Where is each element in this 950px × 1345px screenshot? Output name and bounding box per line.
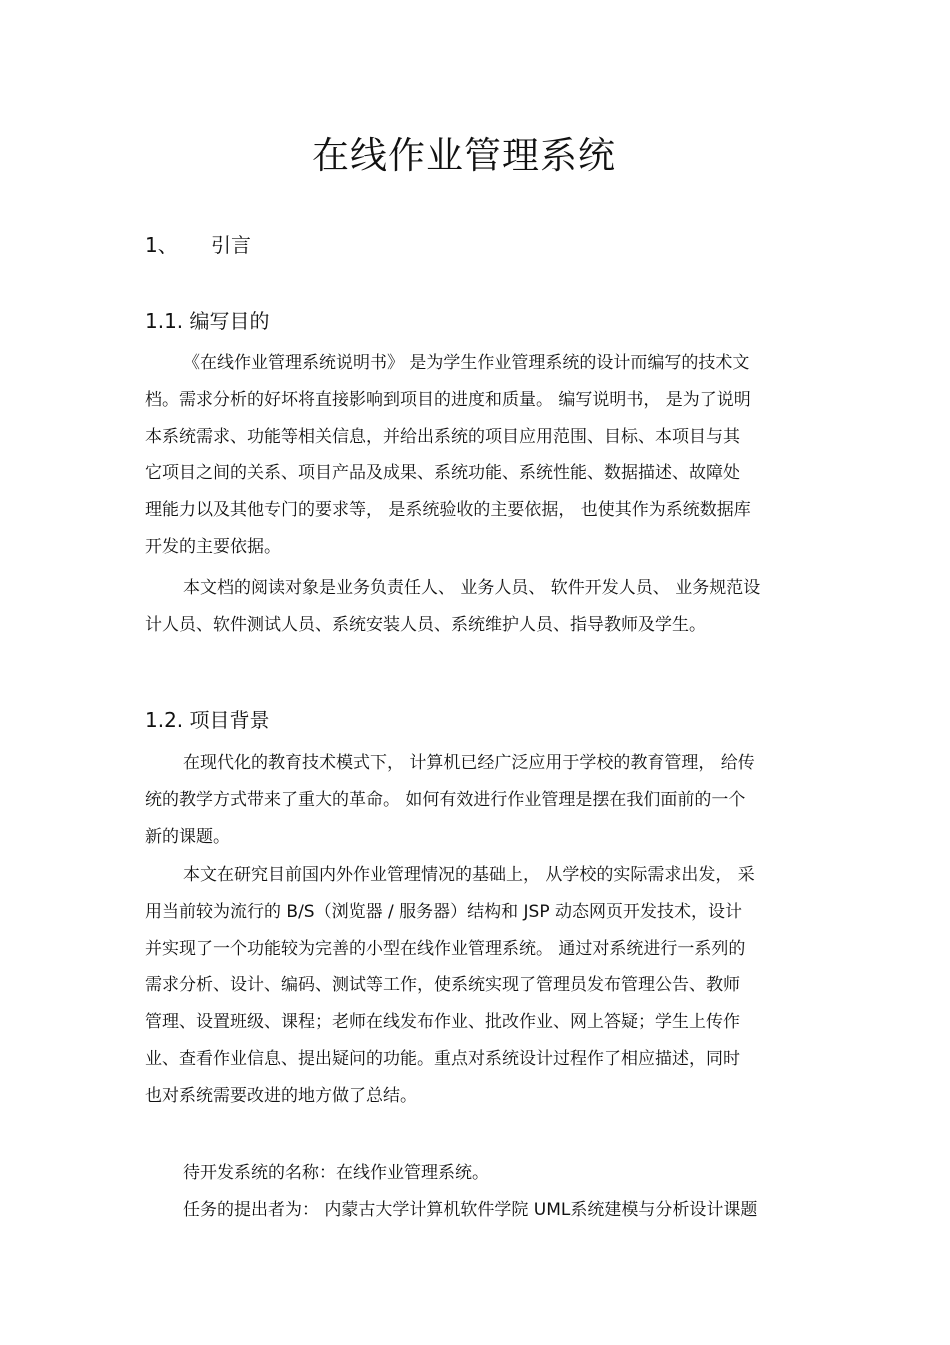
system-name-line: 待开发系统的名称：在线作业管理系统。 [183,1163,489,1183]
paragraph-line: 用当前较为流行的 B/S（浏览器 / 服务器）结构和 JSP 动态网页开发技术，设计 [145,901,742,922]
paragraph-line: 业、查看作业信息、提出疑问的功能。重点对系统设计过程作了相应描述，同时 [145,1048,740,1069]
paragraph-line: 本文在研究目前国内外作业管理情况的基础上， 从学校的实际需求出发， 采 [183,865,755,885]
section-1-2-paragraph-3 [145,1155,757,1229]
paragraph-line: 新的课题。 [145,826,230,847]
paragraph-line: 它项目之间的关系、项目产品及成果、系统功能、系统性能、数据描述、故障处 [145,463,740,484]
paragraph-line: 《在线作业管理系统说明书》 是为学生作业管理系统的设计而编写的技术文 [183,353,750,373]
paragraph-line: 并实现了一个功能较为完善的小型在线作业管理系统。 通过对系统进行一系列的 [145,938,746,959]
paragraph-line: 统的教学方式带来了重大的革命。 如何有效进行作业管理是摆在我们面前的一个 [145,789,746,810]
paragraph-line: 也对系统需要改进的地方做了总结。 [145,1085,417,1106]
paragraph-line: 在现代化的教育技术模式下， 计算机已经广泛应用于学校的教育管理， 给传 [183,753,755,773]
section-1-title: 引言 [211,233,251,257]
paragraph-line: 本系统需求、功能等相关信息，并给出系统的项目应用范围、目标、本项目与其 [145,426,740,447]
task-proposer-line: 任务的提出者为： 内蒙古大学计算机软件学院 UML系统建模与分析设计课题 [183,1199,758,1220]
document-title: 在线作业管理系统 [312,134,616,177]
paragraph-line: 开发的主要依据。 [145,536,281,557]
section-1-number: 1、 [145,233,178,257]
section-1-2-paragraph-2 [145,857,755,1115]
section-1-1-heading: 1.1. 编写目的 [145,309,270,333]
section-1-1-paragraph-2 [145,570,760,644]
section-1-1-paragraph-1 [145,345,751,566]
section-1-2-heading: 1.2. 项目背景 [145,708,270,732]
paragraph-line: 管理、设置班级、课程；老师在线发布作业、批改作业、网上答疑；学生上传作 [145,1012,740,1033]
section-1-heading [145,230,251,260]
paragraph-line: 理能力以及其他专门的要求等， 是系统验收的主要依据， 也使其作为系统数据库 [145,500,751,521]
paragraph-line: 计人员、软件测试人员、系统安装人员、系统维护人员、指导教师及学生。 [145,614,706,635]
section-1-2-paragraph-1 [145,745,755,855]
paragraph-line: 档。需求分析的好坏将直接影响到项目的进度和质量。 编写说明书， 是为了说明 [145,389,751,410]
paragraph-line: 本文档的阅读对象是业务负责任人、 业务人员、 软件开发人员、 业务规范设 [183,578,761,598]
paragraph-line: 需求分析、设计、编码、测试等工作，使系统实现了管理员发布管理公告、教师 [145,975,740,996]
